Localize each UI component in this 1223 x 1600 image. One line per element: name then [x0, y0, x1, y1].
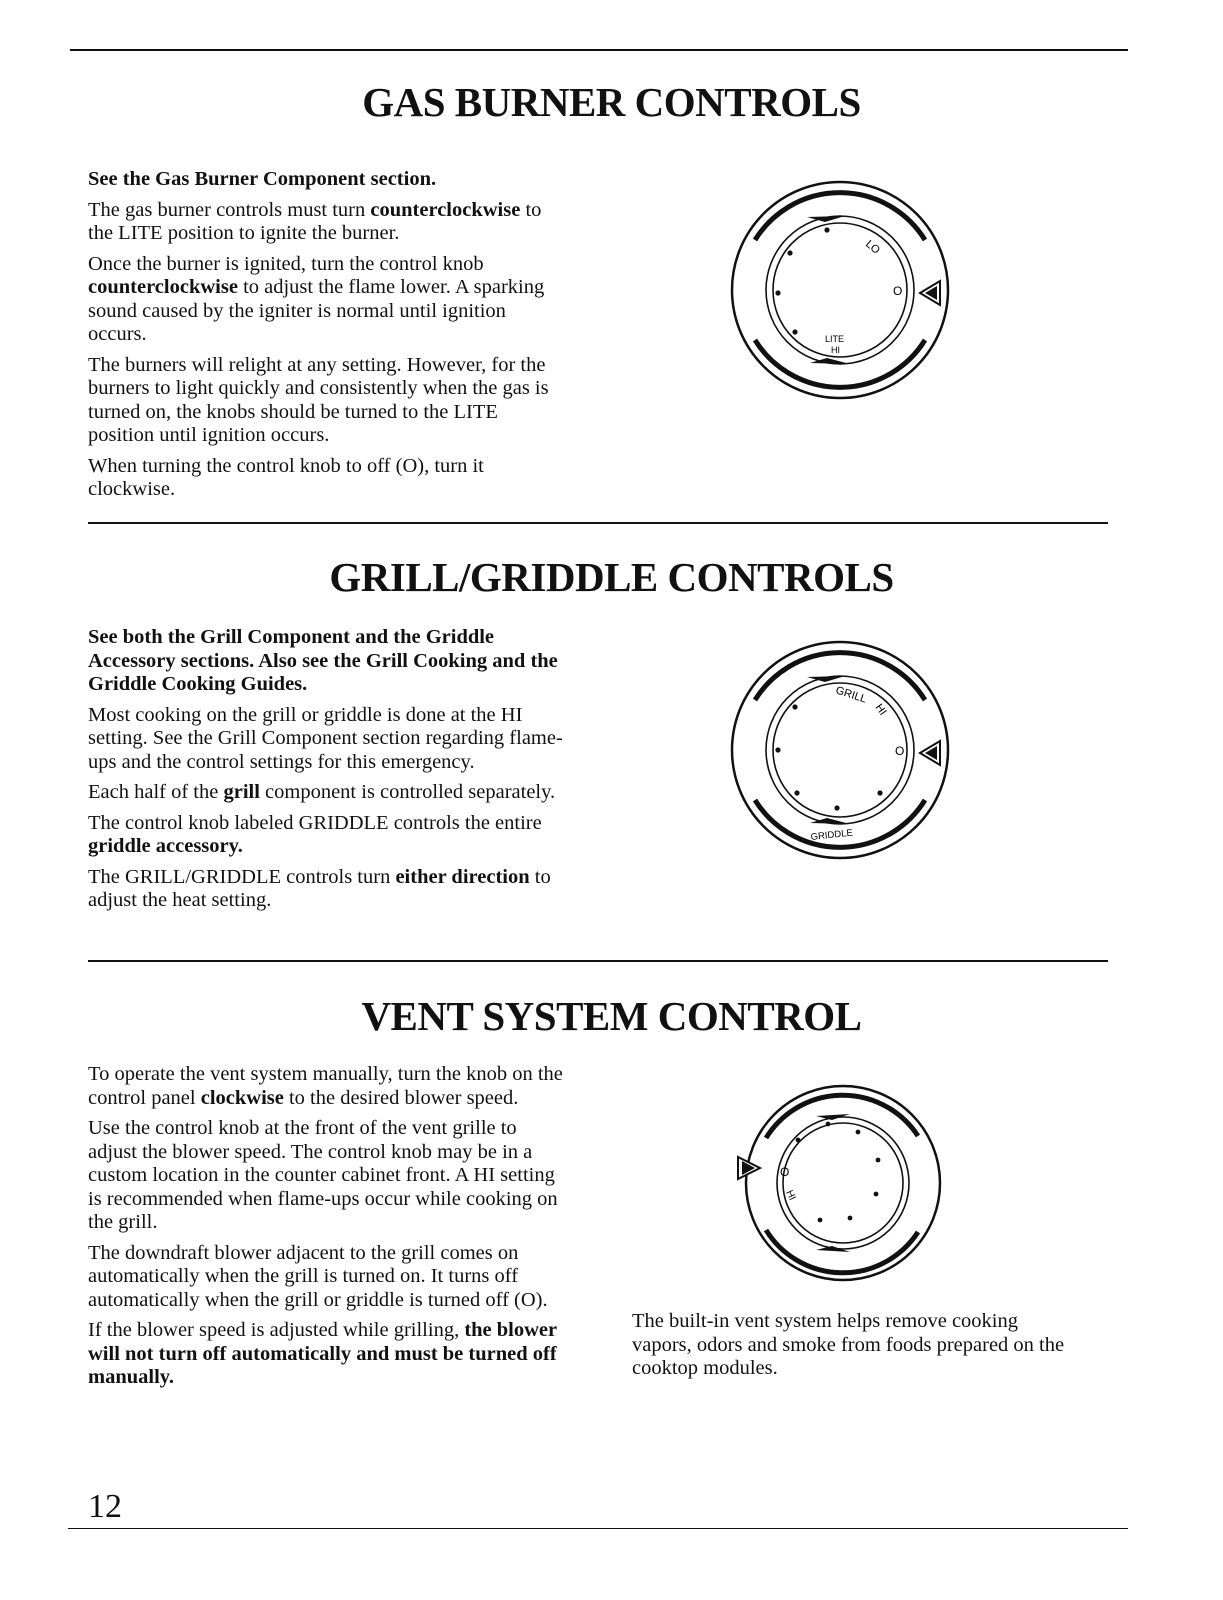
vent-knob-label-off: O [780, 1165, 790, 1179]
vent-side-note: The built-in vent system helps remove cooking vapors, odors and smoke from foods prepared on the cooktop modules. [632, 1310, 1065, 1379]
vent-system-text [88, 1063, 568, 1397]
grill-knob-label-off: O [895, 744, 905, 758]
gas-paragraph-2: Once the burner is ignited, turn the control knob counterclockwise to adjust the flame lower. A sparking sound caused by the igniter is normal until ignition occurs. [88, 252, 545, 345]
gas-knob-label-off: O [893, 284, 903, 298]
gas-knob-label-hi: HI [831, 345, 840, 355]
grill-paragraph-3: The control knob labeled GRIDDLE controls the entire griddle accessory. [88, 811, 542, 857]
gas-paragraph-1: The gas burner controls must turn counterclockwise to the LITE position to ignite the burner. [88, 198, 542, 244]
vent-knob-label-hi: HI [783, 1188, 798, 1203]
gas-burner-heading: GAS BURNER CONTROLS [362, 79, 861, 125]
vent-paragraph-2: Use the control knob at the front of the vent grille to adjust the blower speed. The control knob may be in a custom location in the counter cabinet front. A HI setting is recommended when flame-ups occur while cooking on the grill. [88, 1117, 558, 1233]
grill-knob-label-grill: GRILL [834, 684, 869, 706]
grill-paragraph-4: The GRILL/GRIDDLE controls turn either direction to adjust the heat setting. [88, 865, 551, 911]
gas-paragraph-4: When turning the control knob to off (O), turn it clockwise. [88, 454, 484, 500]
grill-griddle-knob-illustration [715, 625, 965, 875]
grill-griddle-text [88, 626, 563, 920]
grill-paragraph-1: Most cooking on the grill or griddle is done at the HI setting. See the Grill Component section regarding flame-ups and the control settings for this emergency. [88, 703, 563, 773]
bottom-rule [68, 1528, 1128, 1529]
vent-paragraph-3: The downdraft blower adjacent to the grill comes on automatically when the grill is turned on. It turns off automatically when the grill or griddle is turned off (O). [88, 1241, 548, 1311]
grill-griddle-heading: GRILL/GRIDDLE CONTROLS [329, 554, 894, 600]
vent-system-knob-illustration [728, 1068, 958, 1298]
grill-knob-label-hi: HI [872, 701, 889, 718]
gas-burner-knob-illustration [715, 165, 965, 415]
gas-section-rule [88, 522, 1108, 524]
vent-system-heading: VENT SYSTEM CONTROL [361, 993, 862, 1039]
vent-paragraph-4: If the blower speed is adjusted while grilling, the blower will not turn off automatically and must be turned off manually. [88, 1319, 557, 1388]
grill-knob-label-griddle: GRIDDLE [810, 827, 854, 843]
grill-section-rule [88, 960, 1108, 962]
vent-paragraph-1: To operate the vent system manually, turn the knob on the control panel clockwise to the desired blower speed. [88, 1063, 563, 1109]
grill-paragraph-2: Each half of the grill component is controlled separately. [88, 781, 556, 803]
top-rule [70, 49, 1128, 51]
page-number: 12 [88, 1488, 122, 1525]
grill-lead: See both the Grill Component and the Griddle Accessory sections. Also see the Grill Cooking and the Griddle Cooking Guides. [88, 626, 558, 695]
gas-knob-label-lite: LITE [825, 334, 845, 344]
gas-knob-label-lo: LO [863, 238, 883, 257]
gas-paragraph-3: The burners will relight at any setting. However, for the burners to light quickly and consistently when the gas is turned on, the knobs should be turned to the LITE position until ignition occurs. [88, 353, 549, 446]
gas-lead: See the Gas Burner Component section. [88, 168, 437, 190]
gas-burner-text [88, 168, 563, 509]
